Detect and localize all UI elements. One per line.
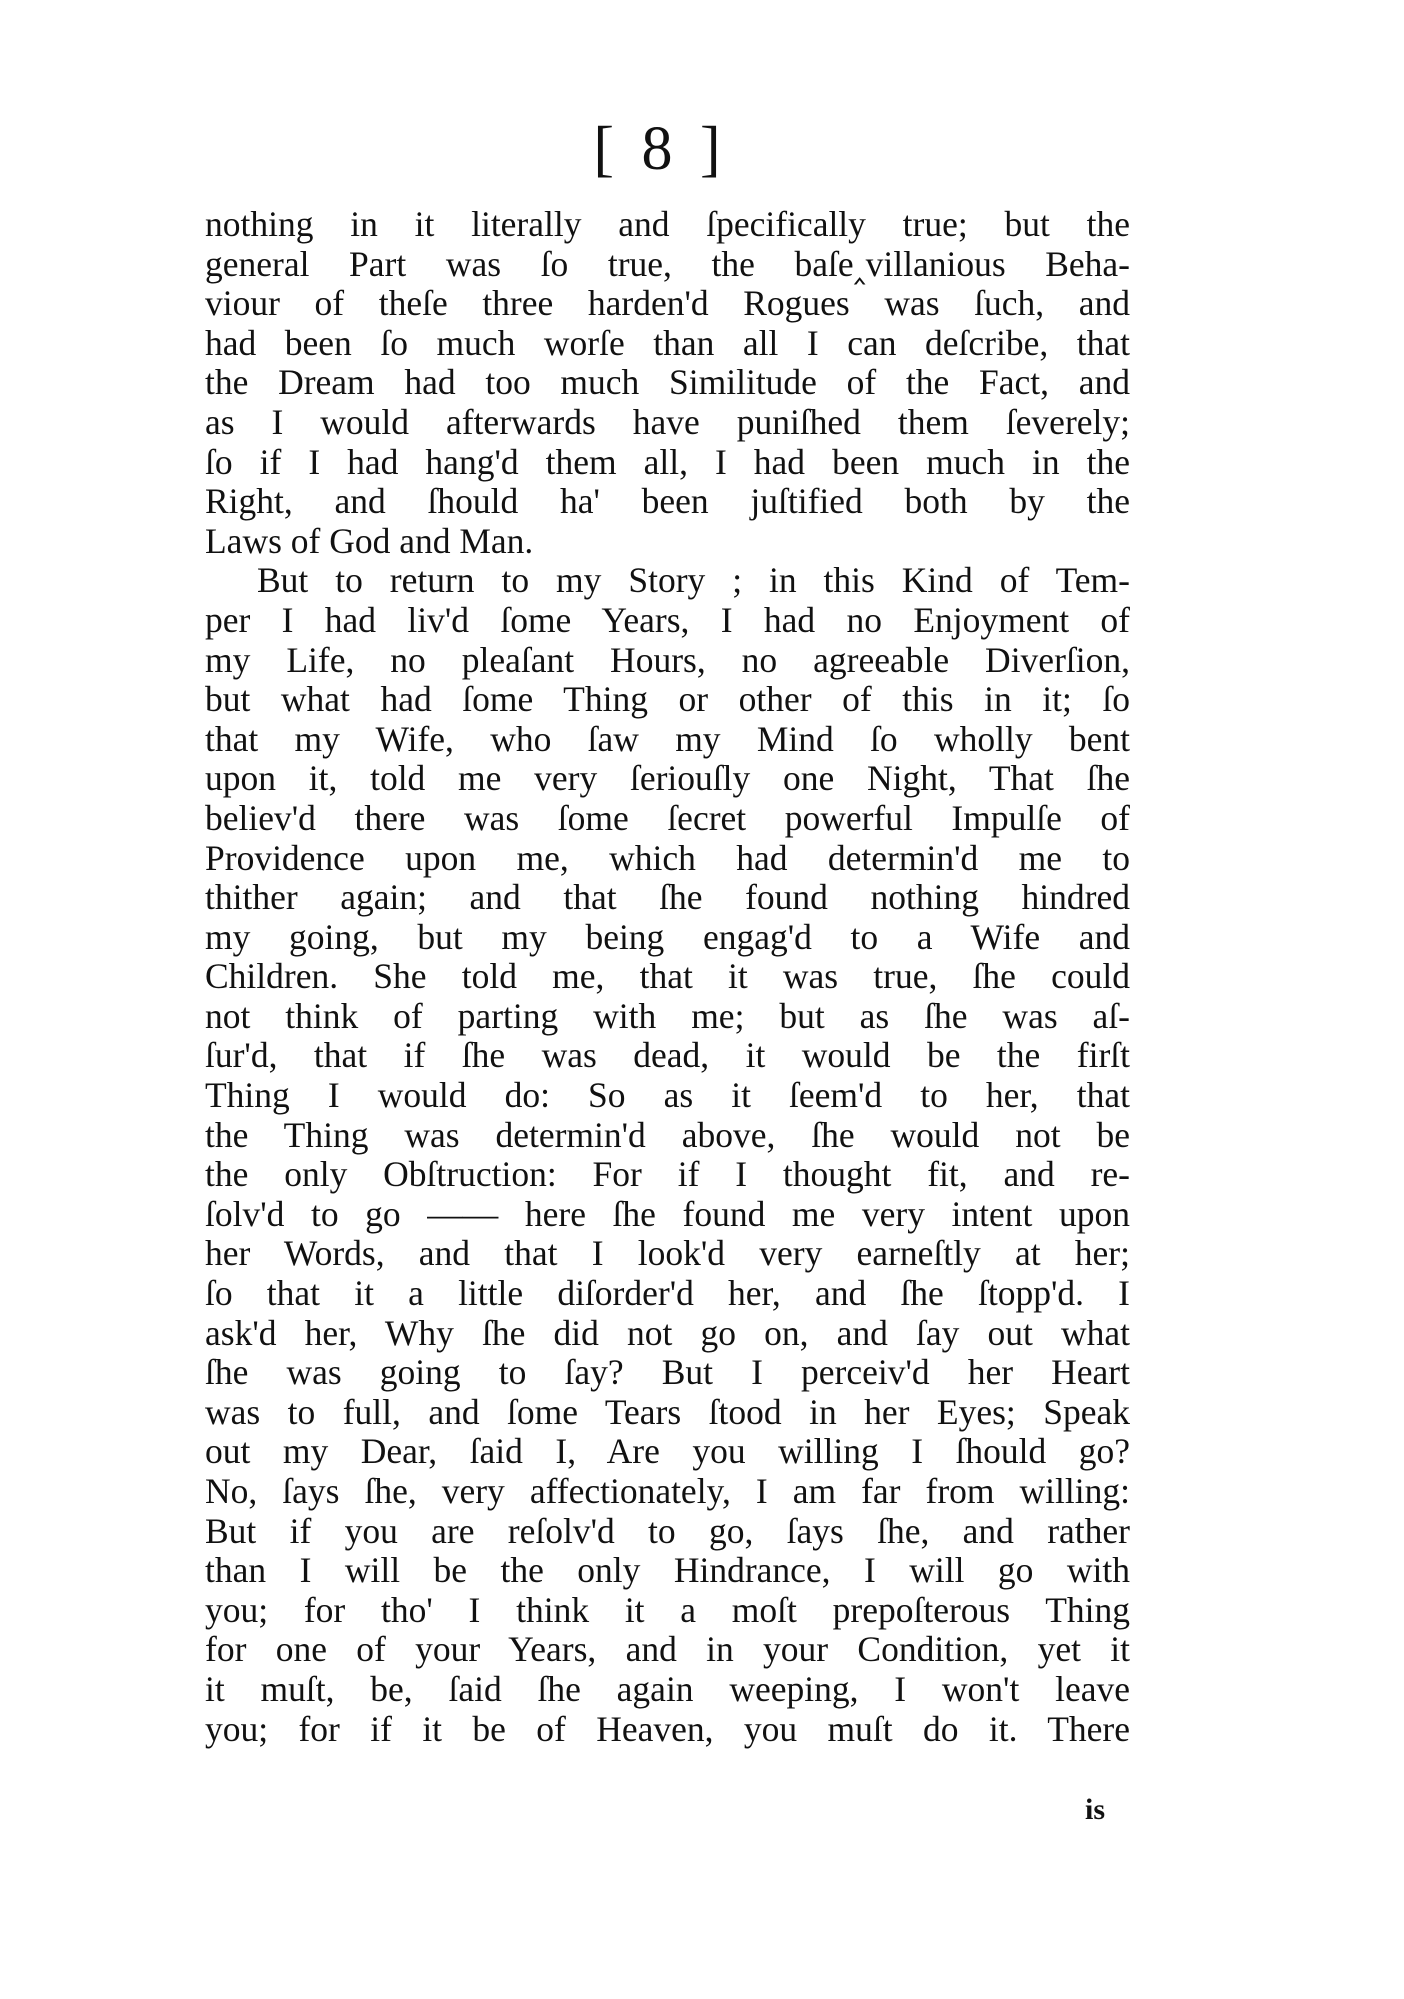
text-line: ſo that it a little diſorder'd her, and ſhe ſtopp'd. I <box>205 1273 1130 1314</box>
text-line: ask'd her, Why ſhe did not go on, and ſay out what <box>205 1312 1130 1353</box>
text-line: her Words, and that I look'd very earneſtly at her; <box>205 1233 1130 1274</box>
text-line: Thing I would do: So as it ſeem'd to her, that <box>205 1075 1130 1116</box>
text-line: out my Dear, ſaid I, Are you willing I ſhould go? <box>205 1431 1130 1472</box>
text-line: ſolv'd to go —— here ſhe found me very intent upon <box>205 1193 1130 1234</box>
text-line: the only Obſtruction: For if I thought fit, and re- <box>205 1154 1130 1195</box>
text-line: was to full, and ſome Tears ſtood in her Eyes; Speak <box>205 1391 1130 1432</box>
text-line: you; for if it be of Heaven, you muſt do it. There <box>205 1708 1130 1749</box>
paragraph-end-line: Laws of God and Man. <box>205 520 534 561</box>
text-line: for one of your Years, and in your Condition, yet it <box>205 1629 1130 1670</box>
text-line: per I had liv'd ſome Years, I had no Enjoyment of <box>205 599 1130 640</box>
text-line: general Part was ſo true, the baſe‸villanious Beha- <box>205 243 1130 284</box>
text-line: but what had ſome Thing or other of this in it; ſo <box>205 679 1130 720</box>
text-line: ſur'd, that if ſhe was dead, it would be the firſt <box>205 1035 1130 1076</box>
text-line: upon it, told me very ſeriouſly one Night, That ſhe <box>205 758 1130 799</box>
text-line: Right, and ſhould ha' been juſtified both by the <box>205 481 1130 522</box>
catchword: is <box>1085 1793 1106 1826</box>
body-text <box>205 205 1130 1749</box>
text-line: as I would afterwards have puniſhed them ſeverely; <box>205 401 1130 442</box>
text-line: believ'd there was ſome ſecret powerful Impulſe of <box>205 797 1130 838</box>
text-line: it muſt, be, ſaid ſhe again weeping, I won't leave <box>205 1668 1130 1709</box>
paragraph-start-line: But to return to my Story ; in this Kind of Tem- <box>257 560 1130 601</box>
text-line: ſhe was going to ſay? But I perceiv'd her Heart <box>205 1352 1130 1393</box>
text-line: viour of theſe three harden'd Rogues was ſuch, and <box>205 283 1130 324</box>
text-line: my Life, no pleaſant Hours, no agreeable Diverſion, <box>205 639 1130 680</box>
text-line: than I will be the only Hindrance, I will go with <box>205 1550 1130 1591</box>
text-line: But if you are reſolv'd to go, ſays ſhe, and rather <box>205 1510 1130 1551</box>
text-line: the Thing was determin'd above, ſhe would not be <box>205 1114 1130 1155</box>
text-line: my going, but my being engag'd to a Wife and <box>205 916 1130 957</box>
text-line: Children. She told me, that it was true, ſhe could <box>205 956 1130 997</box>
text-line: nothing in it literally and ſpecifically true; but the <box>205 204 1130 244</box>
text-line: thither again; and that ſhe found nothing hindred <box>205 877 1130 918</box>
text-line: Providence upon me, which had determin'd me to <box>205 837 1130 878</box>
text-line: had been ſo much worſe than all I can deſcribe, that <box>205 322 1130 363</box>
text-line: not think of parting with me; but as ſhe was aſ- <box>205 995 1130 1036</box>
text-line: No, ſays ſhe, very affectionately, I am far from willing: <box>205 1471 1130 1511</box>
text-line: ſo if I had hang'd them all, I had been much in the <box>205 441 1130 482</box>
text-line: the Dream had too much Similitude of the Fact, and <box>205 362 1130 403</box>
text-line: that my Wife, who ſaw my Mind ſo wholly bent <box>205 718 1130 759</box>
text-line: you; for tho' I think it a moſt prepoſterous Thing <box>205 1589 1130 1630</box>
page-number: [ 8 ] <box>593 115 727 183</box>
